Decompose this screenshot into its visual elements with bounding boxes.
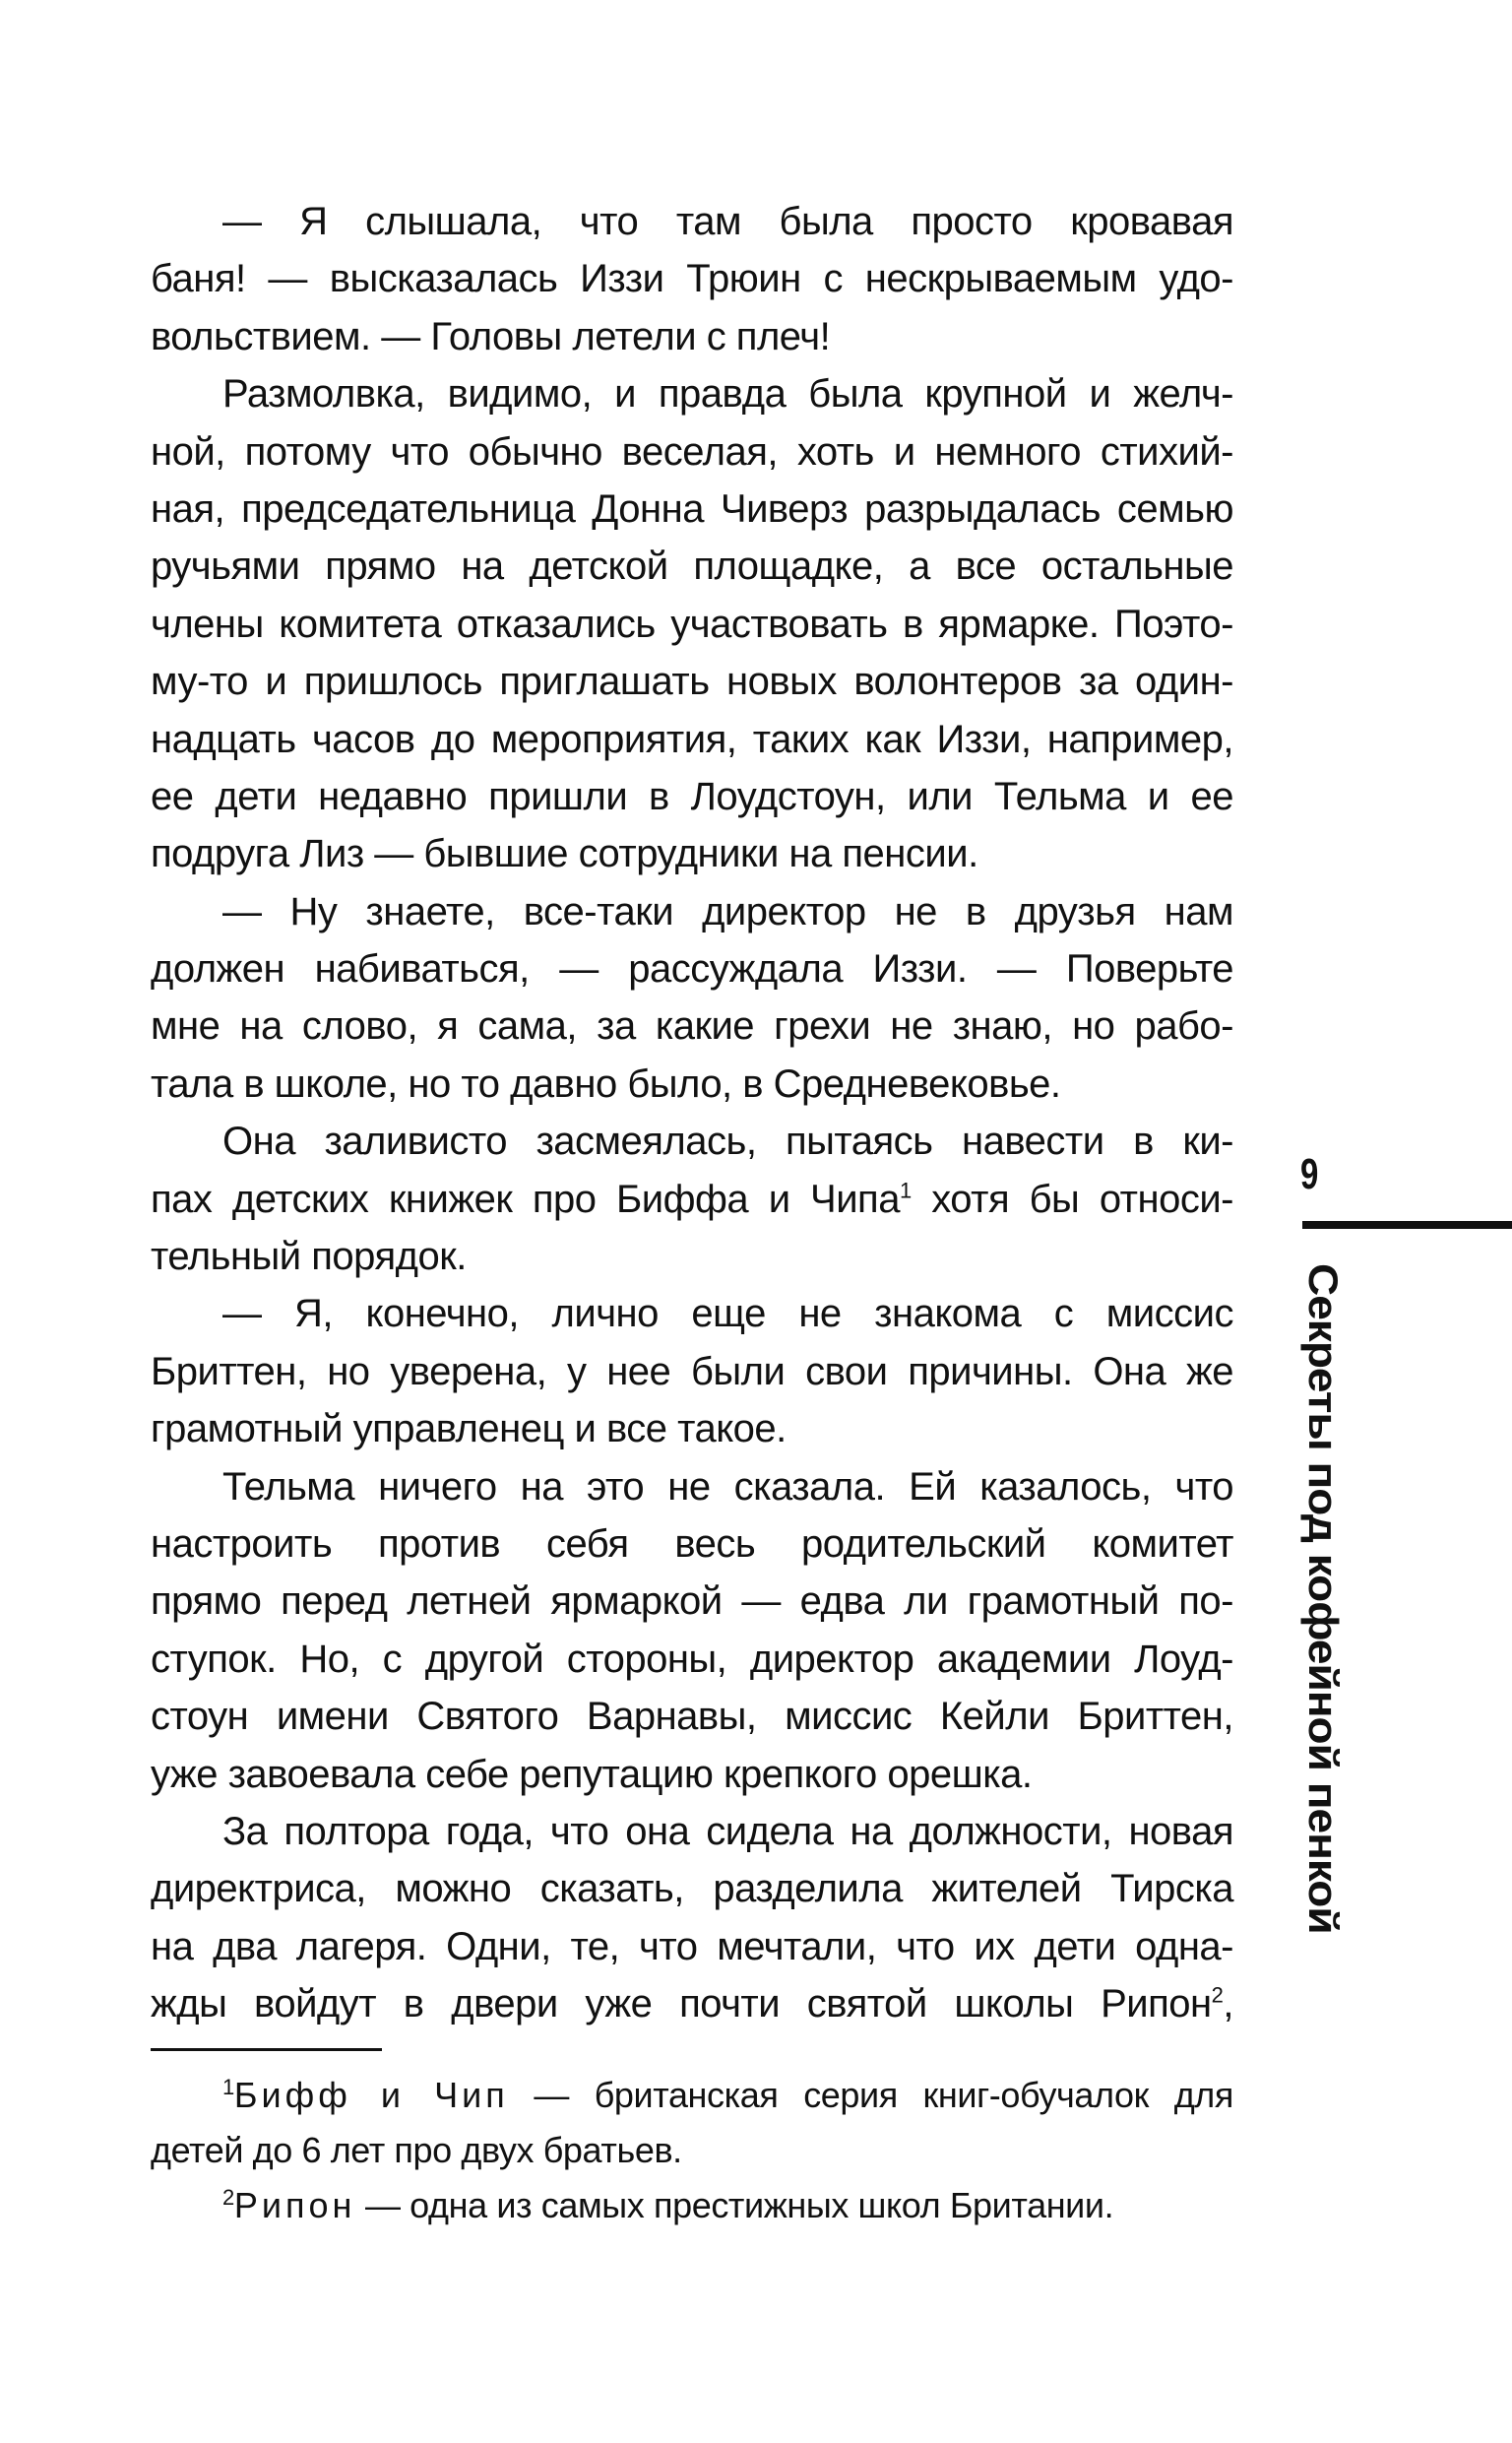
text-line: настроить против себя весь родительский комитет xyxy=(151,1521,1233,1566)
text-line: ее дети недавно пришли в Лоудстоун, или Тельма и ее xyxy=(151,774,1233,818)
text-segment: жды войдут в двери уже почти святой школы Рипон xyxy=(151,1982,1212,2026)
text-line: директриса, можно сказать, разделила жителей Тирска xyxy=(151,1867,1233,1911)
footnote-1-continuation: детей до 6 лет про двух братьев. xyxy=(151,2130,682,2170)
text-line: ручьями прямо на детской площадке, а все остальные xyxy=(151,545,1233,589)
footnote-term: Рипон xyxy=(233,2185,356,2225)
text-line: баня! — высказалась Иззи Трюин с нескрываемым удо- xyxy=(151,257,1233,301)
text-line: ной, потому что обычно веселая, хоть и немного стихий- xyxy=(151,429,1233,474)
text-line: Бриттен, но уверена, у нее были свои причины. Она же xyxy=(151,1349,1233,1393)
side-rule xyxy=(1302,1221,1512,1229)
text-line: грамотный управленец и все такое. xyxy=(151,1407,787,1451)
page-number: 9 xyxy=(1300,1150,1319,1198)
text-line: Размолвка, видимо, и правда была крупной и желч- xyxy=(222,372,1233,417)
text-line: Тельма ничего на это не сказала. Ей казалось, что xyxy=(222,1464,1233,1509)
text-line: тала в школе, но то давно было, в Средневековье. xyxy=(151,1061,1061,1106)
text-line: ступок. Но, с другой стороны, директор академии Лоуд- xyxy=(151,1637,1233,1681)
footnote-ref-2[interactable]: 2 xyxy=(1211,1982,1224,2008)
footnote-text: — одна из самых престижных школ Британии. xyxy=(355,2185,1114,2225)
text-line: члены комитета отказались участвовать в ярмарке. Поэто- xyxy=(151,602,1233,646)
text-line: ная, председательница Донна Чиверз разрыдалась семью xyxy=(151,486,1233,531)
text-line: — Ну знаете, все-таки директор не в друзья нам xyxy=(222,889,1233,933)
text-line: му-то и пришлось приглашать новых волонтеров за один- xyxy=(151,660,1233,704)
text-line: надцать часов до мероприятия, таких как Иззи, например, xyxy=(151,717,1233,761)
footnote-divider xyxy=(151,2048,382,2051)
footnote-marker: 1 xyxy=(222,2075,234,2099)
text-line: — Я, конечно, лично еще не знакома с миссис xyxy=(222,1292,1233,1336)
footnote-2 xyxy=(151,2178,1233,2233)
footnotes xyxy=(151,2068,1233,2233)
text-line: на два лагеря. Одни, те, что мечтали, что их дети одна- xyxy=(151,1924,1233,1968)
text-line: За полтора года, что она сидела на должности, новая xyxy=(222,1809,1233,1853)
text-segment: пах детских книжек про Биффа и Чипа xyxy=(151,1177,900,1221)
text-line-with-footnote-ref xyxy=(151,1171,1233,1228)
text-line: тельный порядок. xyxy=(151,1235,467,1279)
text-segment: хотя бы относи- xyxy=(911,1177,1234,1221)
text-line: должен набиваться, — рассуждала Иззи. — Поверьте xyxy=(151,947,1233,992)
footnote-ref-1[interactable]: 1 xyxy=(899,1178,912,1203)
text-line: прямо перед летней ярмаркой — едва ли грамотный по- xyxy=(151,1579,1233,1624)
text-line: Она заливисто засмеялась, пытаясь навести в ки- xyxy=(222,1120,1233,1164)
running-title: Секреты под кофейной пенкой xyxy=(1299,1263,1347,1934)
text-line: стоун имени Святого Варнавы, миссис Кейли Бриттен, xyxy=(151,1695,1233,1739)
body-text xyxy=(151,193,1233,2033)
text-line: — Я слышала, что там была просто кровавая xyxy=(222,200,1233,243)
footnote-marker: 2 xyxy=(222,2185,234,2210)
footnote-1 xyxy=(151,2068,1233,2123)
text-line-with-footnote-ref xyxy=(151,1975,1233,2032)
footnote-term: Бифф и Чип xyxy=(233,2075,509,2115)
text-line: подруга Лиз — бывшие сотрудники на пенсии. xyxy=(151,832,978,876)
text-line: уже завоевала себе репутацию крепкого орешка. xyxy=(151,1752,1033,1796)
footnote-text: — британская серия книг-обучалок для xyxy=(508,2075,1233,2115)
text-line: мне на слово, я сама, за какие грехи не знаю, но рабо- xyxy=(151,1004,1233,1049)
text-line: вольствием. — Головы летели с плеч! xyxy=(151,314,831,358)
text-segment: , xyxy=(1223,1982,1233,2026)
